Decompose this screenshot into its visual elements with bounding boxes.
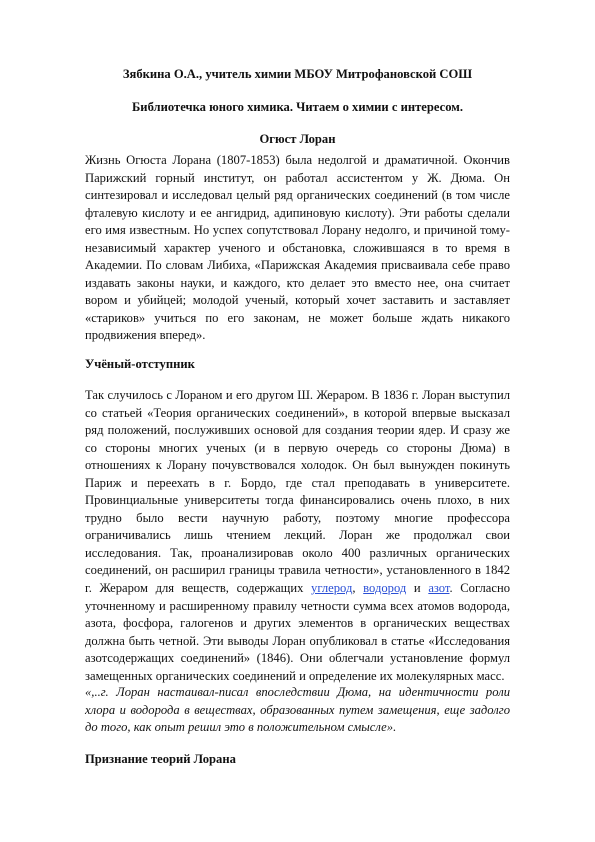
link-nitrogen[interactable]: азот	[428, 581, 450, 596]
section-paragraph	[85, 387, 510, 685]
section-heading-recognition: Признание теорий Лорана	[85, 752, 236, 766]
link-carbon[interactable]: углерод	[311, 581, 353, 596]
paragraph-text-after: . Согласно уточненному и расширенному правилу четности сумма всех атомов водорода, азота, фосфора, галогенов и других элементов в органических веществах должна быть четной. Эти выводы Лоран опубликовал в статье «Исследования азотсодержащих соединений» (1846). Они облегчали установление формул замещенных органических соединений и определение их молекулярных масс.	[85, 581, 510, 683]
dumas-quote: «,..г. Лоран настаивал-писал впоследствии Дюма, на идентичности роли хлора и водорода в веществах, образованных путем замещения, еще задолго до того, как опыт решил это в положительном смысле».	[85, 685, 510, 735]
link-hydrogen[interactable]: водород	[363, 581, 407, 596]
article-title: Огюст Лоран	[259, 132, 336, 146]
series-line: Библиотечка юного химика. Читаем о химии с интересом.	[131, 100, 463, 114]
link-separator: ,	[352, 581, 364, 596]
intro-paragraph: Жизнь Огюста Лорана (1807-1853) была недолгой и драматичной. Окончив Парижский горный институт, он работал ассистентом у Ж. Дюма. Он синтезировал и исследовал целый ряд органических соединений (в том числе фталевую кислоту и ее ангидрид, адипиновую кислоту). Эти работы сделали его имя известным. Но успех сопутствовал Лорану недолго, и причиной тому-независимый характер ученого и обстановка, сложившаяся в то время в Академии. По словам Либиха, «Парижская Академия присваивала себе право издавать законы науки, и каждого, кто делает это вместо нее, она считает вором и убийцей; молодой ученый, который хочет заставить и заставляет «стариков» учиться по его законам, не может больше ждать никакого продвижения вперед».	[85, 153, 510, 343]
paragraph-text-before: Так случилось с Лораном и его другом Ш. Жераром. В 1836 г. Лоран выступил со статьей «Теория органических соединений», в которой впервые высказал ряд положений, послуживших основой для создания теории ядер. И сразу же со стороны многих ученых (и в первую очередь со стороны Дюма) в отношениях к Лорану почувствовался холодок. Он был вынужден покинуть Париж и переехать в г. Бордо, где стал преподавать в университете. Провинциальные университеты тогда финансировались очень плохо, в них трудно было вести научную работу, поэтому многие профессора ограничивались лишь чтением лекций. Лоран же продолжал свои исследования. Так, проанализировав около 400 различных органических соединений, он расширил границы травила четности», установленного в 1842 г. Жераром для веществ, содержащих	[85, 388, 510, 596]
link-separator: и	[406, 581, 429, 596]
author-line: Зябкина О.А., учитель химии МБОУ Митрофановской СОШ	[122, 67, 473, 81]
section-heading-scientist: Учёный-отступник	[85, 357, 195, 371]
